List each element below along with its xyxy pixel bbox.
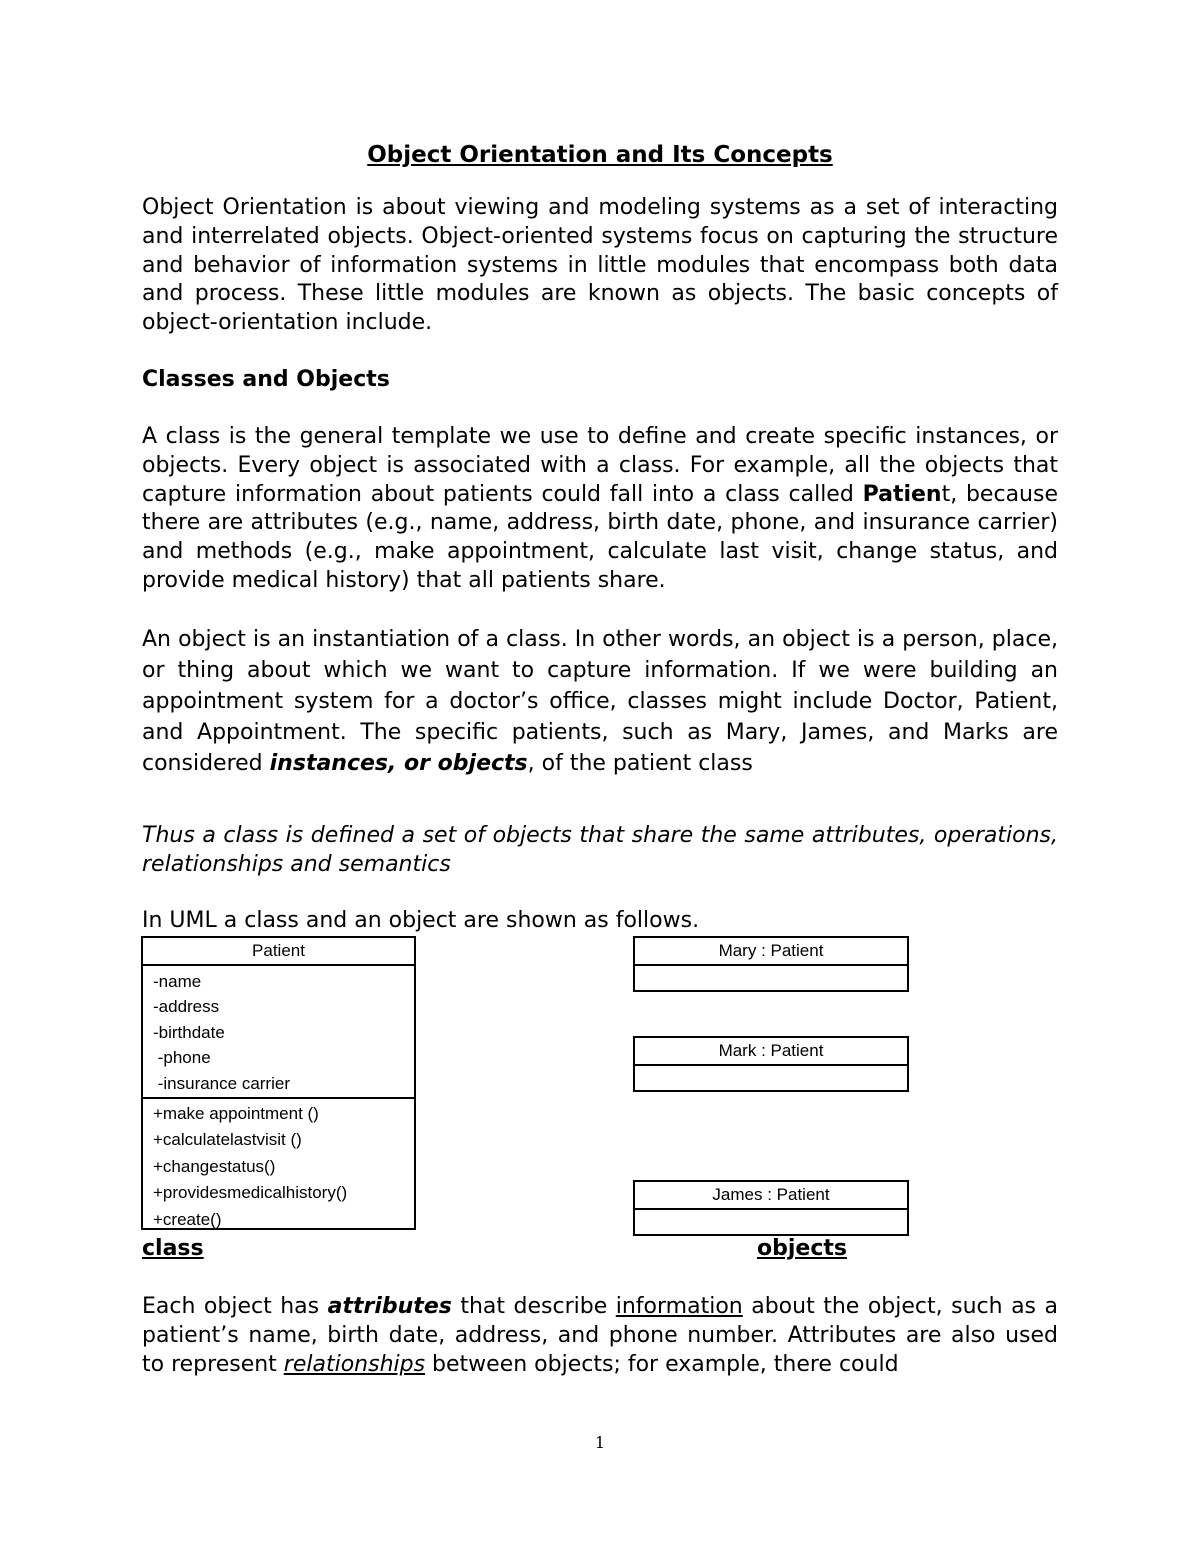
attribute-item: -insurance carrier — [153, 1073, 290, 1093]
patient-class-name: Patien — [862, 481, 942, 507]
section-heading: Classes and Objects — [142, 367, 390, 392]
method-item: +create() — [153, 1209, 222, 1229]
method-item: +providesmedicalhistory() — [153, 1183, 348, 1203]
object-name: Mark : Patient — [635, 1038, 907, 1066]
object-box-mary — [633, 936, 909, 992]
attribute-item: -birthdate — [153, 1022, 225, 1042]
object-name: Mary : Patient — [635, 938, 907, 966]
method-item: +changestatus() — [153, 1156, 276, 1176]
object-name: James : Patient — [635, 1182, 907, 1210]
class-definition: Thus a class is defined a set of objects that share the same attributes, operations, relationships and semantics — [142, 823, 1058, 877]
object-box-james — [633, 1180, 909, 1236]
instances-emphasis: instances, or objects — [269, 751, 528, 776]
attribute-item: -name — [153, 972, 202, 991]
class-attributes — [143, 966, 414, 1099]
object-paragraph: An object is an instantiation of a class. In other words, an object is a person, place, or thing about which we want to capture information. If we were building an appointment system for a doctor’s office, classes might include Doctor, Patient, and Appointment. The specific patients, such as Mary, James, and Marks are considered instances, or objects, of the patient class — [142, 627, 1058, 776]
intro-paragraph: Object Orientation is about viewing and modeling systems as a set of interacting and interrelated objects. Object-oriented systems focus on capturing the structure and behavior of information systems in little modules that encompass both data and process. These little modules are known as objects. The basic concepts of object-orientation include. — [142, 195, 1058, 336]
class-paragraph: A class is the general template we use to define and create specific instances, or objects. Every object is associated with a class. For example, all the objects that capture information about patients could fall into a class called Patient, because there are attributes (e.g., name, address, birth date, phone, and insurance carrier) and methods (e.g., make appointment, calculate last visit, change status, and provide medical history) that all patients share. — [142, 424, 1058, 593]
attribute-item: -phone — [153, 1048, 211, 1068]
page-number: 1 — [594, 1433, 606, 1452]
page-title: Object Orientation and Its Concepts — [367, 142, 833, 168]
uml-class-box — [141, 936, 416, 1230]
relationships-emphasis: relationships — [283, 1351, 426, 1377]
attributes-emphasis: attributes — [327, 1294, 452, 1319]
attribute-item: -address — [153, 997, 220, 1017]
method-item: +make appointment () — [153, 1104, 319, 1123]
information-underline: information — [615, 1294, 743, 1319]
class-methods — [143, 1099, 414, 1233]
class-name: Patient — [143, 938, 414, 966]
attributes-paragraph: Each object has attributes that describe information about the object, such as a patient’s name, birth date, address, and phone number. Attributes are also used to represent relationships between objects; for example, there could — [142, 1294, 1058, 1377]
objects-caption: objects — [757, 1236, 847, 1261]
object-box-mark — [633, 1036, 909, 1092]
uml-intro: In UML a class and an object are shown as follows. — [142, 908, 700, 933]
method-item: +calculatelastvisit () — [153, 1130, 302, 1150]
class-caption: class — [142, 1236, 204, 1261]
